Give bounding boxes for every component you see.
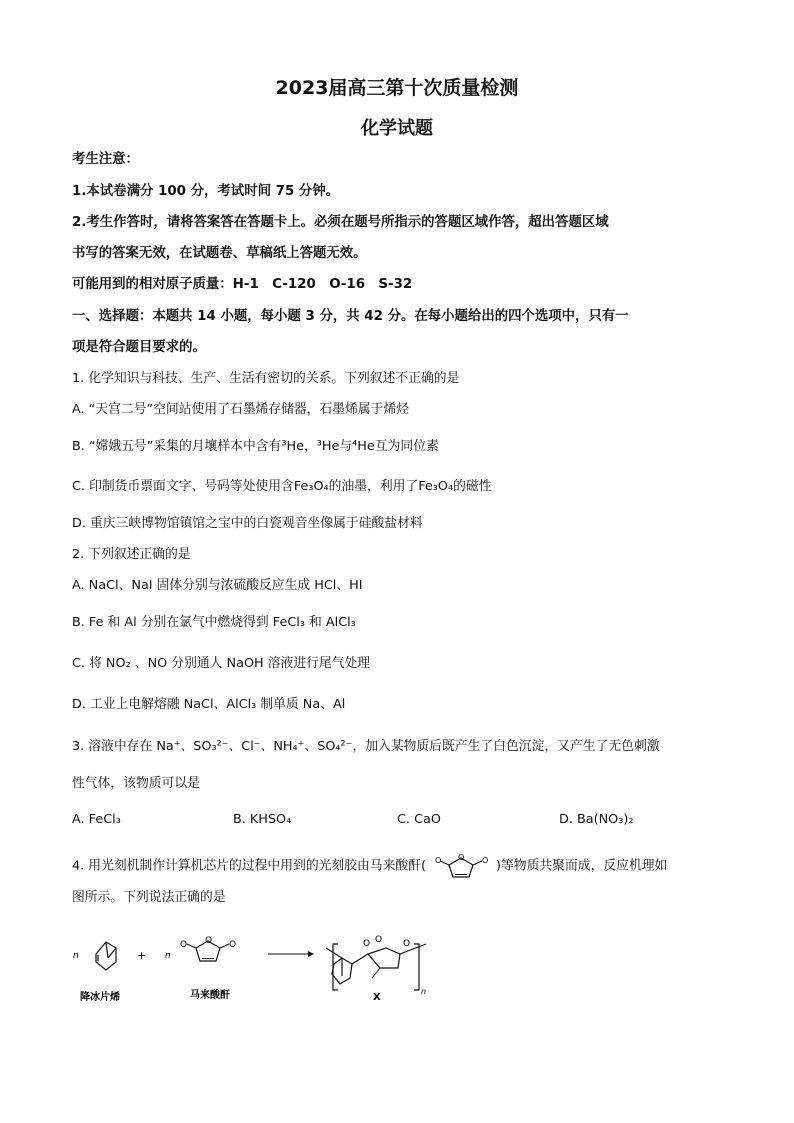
q1-option-a: A. “天宫二号”空间站使用了石墨烯存储器，石墨烯属于烯烃 bbox=[72, 402, 410, 417]
exam-title: 2023届高三第十次质量检测 bbox=[275, 77, 519, 99]
q1-option-c: C. 印制货币票面文字、号码等处使用含Fe₃O₄的油墨，利用了Fe₃O₄的磁性 bbox=[72, 479, 492, 494]
q4-stem-part-2: )等物质共聚而成，反应机理如 bbox=[496, 858, 668, 874]
maleic-anhydride-inline-structure bbox=[426, 851, 496, 881]
q4-stem-line-2: 图所示。下列说法正确的是 bbox=[72, 890, 226, 905]
section-1-line-1: 一、选择题：本题共 14 小题，每小题 3 分，共 42 分。在每小题给出的四个选项中，只有一 bbox=[72, 309, 629, 324]
coefficient-n: n bbox=[421, 987, 427, 996]
norbornene-structure bbox=[96, 942, 116, 970]
q2-stem: 2. 下列叙述正确的是 bbox=[72, 547, 191, 562]
o-label: O bbox=[403, 939, 411, 949]
product-polymer-structure bbox=[326, 944, 426, 990]
q3-option-c: C. CaO bbox=[397, 812, 441, 827]
o-label: O bbox=[435, 856, 442, 865]
q3-stem-line-1: 3. 溶液中存在 Na⁺、SO₃²⁻、Cl⁻、NH₄⁺、SO₄²⁻，加入某物质后既产生了白色沉淀，又产生了无色刺激 bbox=[72, 739, 660, 754]
q3-option-b: B. KHSO₄ bbox=[233, 812, 292, 827]
o-label: O bbox=[205, 936, 213, 946]
maleic-anhydride-label: 马来酸酐 bbox=[190, 990, 230, 1001]
q3-option-a: A. FeCl₃ bbox=[72, 812, 121, 827]
exam-subtitle: 化学试题 bbox=[361, 118, 433, 139]
norbornene-label: 降冰片烯 bbox=[80, 992, 120, 1003]
coefficient-n: n bbox=[73, 951, 79, 961]
q4-stem-line-1 bbox=[72, 851, 722, 881]
coefficient-n: n bbox=[165, 951, 171, 961]
q2-option-b: B. Fe 和 Al 分别在氯气中燃烧得到 FeCl₃ 和 AlCl₃ bbox=[72, 615, 356, 630]
notice-item-2-line-1: 2.考生作答时，请将答案答在答题卡上。必须在题号所指示的答题区域作答，超出答题区域 bbox=[72, 215, 609, 230]
o-label: O bbox=[180, 940, 188, 950]
plus-sign: + bbox=[137, 949, 147, 962]
notice-item-2-line-2: 书写的答案无效，在试题卷、草稿纸上答题无效。 bbox=[72, 246, 367, 261]
o-label: O bbox=[482, 856, 489, 865]
o-label: O bbox=[229, 940, 237, 950]
polymerization-reaction-figure bbox=[70, 928, 630, 1008]
q1-option-d: D. 重庆三峡博物馆镇馆之宝中的白瓷观音坐像属于硅酸盐材料 bbox=[72, 516, 423, 531]
q3-stem-line-2: 性气体，该物质可以是 bbox=[72, 776, 200, 791]
atomic-mass-line: 可能用到的相对原子质量：H-1 C-120 O-16 S-32 bbox=[72, 277, 413, 292]
o-label: O bbox=[363, 939, 371, 949]
notice-heading: 考生注意： bbox=[72, 152, 139, 167]
reaction-arrow-head bbox=[308, 951, 314, 957]
notice-item-1: 1.本试卷满分 100 分，考试时间 75 分钟。 bbox=[72, 184, 340, 199]
o-label: O bbox=[375, 935, 383, 945]
q2-option-d: D. 工业上电解熔融 NaCl、AlCl₃ 制单质 Na、Al bbox=[72, 697, 346, 712]
q1-stem: 1. 化学知识与科技、生产、生活有密切的关系。下列叙述不正确的是 bbox=[72, 371, 460, 386]
o-label: O bbox=[458, 853, 465, 862]
q1-option-b: B. “嫦娥五号”采集的月壤样本中含有³He，³He与⁴He互为同位素 bbox=[72, 439, 439, 454]
section-1-line-2: 项是符合题目要求的。 bbox=[72, 340, 206, 355]
q4-stem-part-1: 4. 用光刻机制作计算机芯片的过程中用到的光刻胶由马来酸酐( bbox=[72, 858, 426, 874]
q3-option-d: D. Ba(NO₃)₂ bbox=[559, 812, 634, 827]
q2-option-c: C. 将 NO₂ 、NO 分别通人 NaOH 溶液进行尾气处理 bbox=[72, 656, 371, 671]
q2-option-a: A. NaCl、NaI 固体分别与浓硫酸反应生成 HCl、HI bbox=[72, 578, 363, 593]
product-label: X bbox=[373, 992, 381, 1003]
